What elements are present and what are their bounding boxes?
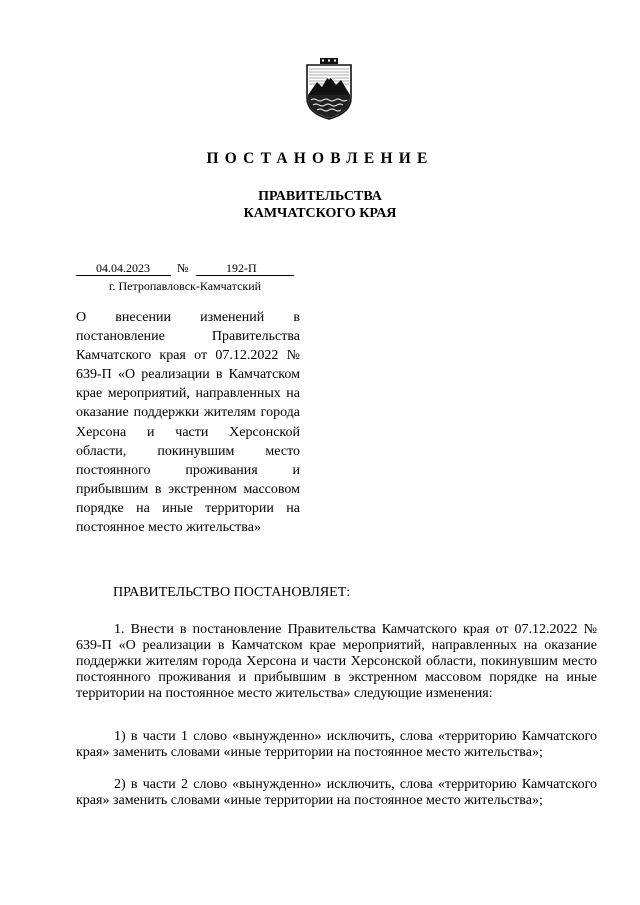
document-title: ПОСТАНОВЛЕНИЕ — [206, 150, 434, 167]
paragraph-1-2: 2) в части 2 слово «вынужденно» исключить, слова «территорию Камчатского края» заменить словами «иные территории на постоянное место жительства»; — [76, 777, 597, 808]
decree-phrase: ПРАВИТЕЛЬСТВО ПОСТАНОВЛЯЕТ: — [113, 585, 351, 600]
coat-of-arms-icon — [301, 58, 357, 120]
document-subject: О внесении изменений в постановление Правительства Камчатского края от 07.12.2022 № 639-П «О реализации в Камчатском крае мероприятий, направленных на оказание поддержки жителям города Херсона и части Херсонской области, покинувшим место постоянного проживания и прибывшим в экстренном массовом порядке на иные территории на постоянное место жительства» — [76, 310, 300, 536]
paragraph-1-1: 1) в части 1 слово «вынужденно» исключить, слова «территорию Камчатского края» заменить словами «иные территории на постоянное место жительства»; — [76, 729, 597, 760]
city-line: г. Петропавловск-Камчатский — [108, 279, 262, 293]
number-sign: № — [177, 261, 189, 275]
document-number: 192-П — [226, 261, 257, 275]
paragraph-1: 1. Внести в постановление Правительства Камчатского края от 07.12.2022 № 639-П «О реализации в Камчатском крае мероприятий, направленных на оказание поддержки жителям города Херсона и части Херсонской области, покинувшим место постоянного проживания и прибывшим в экстренном массовом порядке на иные территории на постоянное место жительства» следующие изменения: — [76, 622, 597, 701]
issuer-line-2: КАМЧАТСКОГО КРАЯ — [243, 206, 397, 221]
document-date: 04.04.2023 — [96, 261, 150, 275]
issuer-line-1: ПРАВИТЕЛЬСТВА — [258, 189, 382, 204]
registration-line — [76, 261, 294, 277]
